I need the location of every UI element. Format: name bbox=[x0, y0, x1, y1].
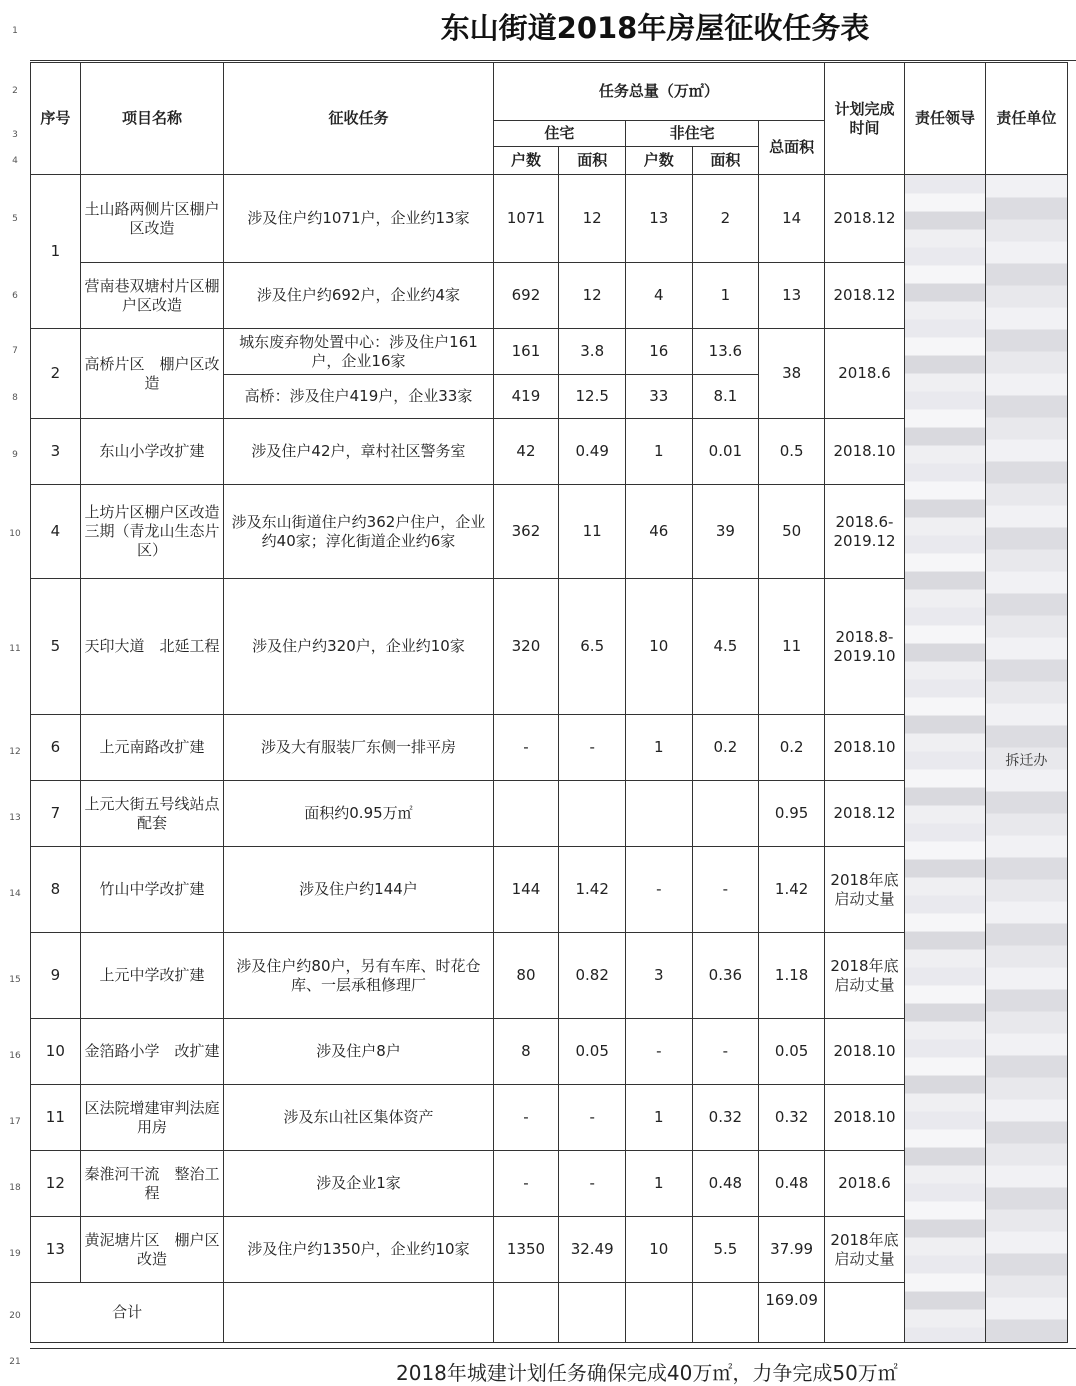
cell-non-hh bbox=[626, 781, 692, 847]
cell-non-hh: 3 bbox=[626, 933, 692, 1019]
cell-seq: 8 bbox=[31, 847, 81, 933]
cell-project: 上元南路改扩建 bbox=[80, 715, 224, 781]
cell-task: 高桥：涉及住户419户，企业33家 bbox=[224, 375, 493, 419]
row-number: 19 bbox=[9, 1249, 21, 1259]
cell-seq: 9 bbox=[31, 933, 81, 1019]
cell-seq: 3 bbox=[31, 419, 81, 485]
cell-time: 2018.12 bbox=[825, 263, 905, 329]
cell-empty bbox=[692, 1283, 759, 1343]
cell-res-area: 12.5 bbox=[559, 375, 626, 419]
cell-non-area: 13.6 bbox=[692, 329, 759, 375]
cell-non-hh: 33 bbox=[626, 375, 692, 419]
cell-non-area: 5.5 bbox=[692, 1217, 759, 1283]
cell-non-hh: 10 bbox=[626, 1217, 692, 1283]
cell-task: 涉及住户约692户，企业约4家 bbox=[224, 263, 493, 329]
cell-res-area: 6.5 bbox=[559, 579, 626, 715]
row-number: 20 bbox=[9, 1311, 21, 1321]
cell-time: 2018.12 bbox=[825, 175, 905, 263]
cell-time: 2018.10 bbox=[825, 715, 905, 781]
cell-total: 11 bbox=[759, 579, 825, 715]
header-residential: 住宅 bbox=[493, 121, 625, 147]
cell-res-hh: 144 bbox=[493, 847, 559, 933]
row-number: 2 bbox=[12, 86, 18, 96]
cell-res-hh: - bbox=[493, 715, 559, 781]
cell-non-hh: 1 bbox=[626, 1085, 692, 1151]
cell-task: 面积约0.95万㎡ bbox=[224, 781, 493, 847]
cell-non-hh: 13 bbox=[626, 175, 692, 263]
cell-res-hh: 320 bbox=[493, 579, 559, 715]
cell-total: 1.42 bbox=[759, 847, 825, 933]
row-number: 6 bbox=[12, 291, 18, 301]
header-plan-time: 计划完成时间 bbox=[825, 63, 905, 175]
cell-res-area: - bbox=[559, 715, 626, 781]
cell-res-hh bbox=[493, 781, 559, 847]
row-number: 21 bbox=[9, 1357, 21, 1367]
cell-task: 涉及住户约144户 bbox=[224, 847, 493, 933]
cell-non-hh: 16 bbox=[626, 329, 692, 375]
row-number: 10 bbox=[9, 529, 21, 539]
cell-non-hh: 46 bbox=[626, 485, 692, 579]
header-leader: 责任领导 bbox=[904, 63, 985, 175]
cell-total: 0.95 bbox=[759, 781, 825, 847]
cell-seq: 7 bbox=[31, 781, 81, 847]
cell-task: 城东废弃物处置中心：涉及住户161户，企业16家 bbox=[224, 329, 493, 375]
row-number: 8 bbox=[12, 393, 18, 403]
cell-task: 涉及住户42户，章村社区警务室 bbox=[224, 419, 493, 485]
cell-non-hh: - bbox=[626, 847, 692, 933]
cell-seq: 11 bbox=[31, 1085, 81, 1151]
cell-res-hh: 1071 bbox=[493, 175, 559, 263]
cell-non-area: - bbox=[692, 847, 759, 933]
row-number: 3 bbox=[12, 130, 18, 140]
cell-res-area: 0.82 bbox=[559, 933, 626, 1019]
cell-empty bbox=[493, 1283, 559, 1343]
cell-res-hh: 42 bbox=[493, 419, 559, 485]
cell-total: 0.48 bbox=[759, 1151, 825, 1217]
cell-non-area: 39 bbox=[692, 485, 759, 579]
cell-res-area: - bbox=[559, 1151, 626, 1217]
cell-res-hh: - bbox=[493, 1085, 559, 1151]
cell-time: 2018.10 bbox=[825, 419, 905, 485]
cell-empty bbox=[825, 1283, 905, 1343]
cell-seq: 13 bbox=[31, 1217, 81, 1283]
cell-non-area: 2 bbox=[692, 175, 759, 263]
cell-res-hh: 161 bbox=[493, 329, 559, 375]
cell-non-area: 0.01 bbox=[692, 419, 759, 485]
cell-non-area bbox=[692, 781, 759, 847]
cell-res-hh: 362 bbox=[493, 485, 559, 579]
cell-total: 0.05 bbox=[759, 1019, 825, 1085]
cell-res-area: 3.8 bbox=[559, 329, 626, 375]
cell-total: 1.18 bbox=[759, 933, 825, 1019]
cell-res-area: 11 bbox=[559, 485, 626, 579]
cell-res-area: 0.49 bbox=[559, 419, 626, 485]
cell-res-hh: 692 bbox=[493, 263, 559, 329]
cell-time: 2018.10 bbox=[825, 1019, 905, 1085]
cell-time: 2018.8-2019.10 bbox=[825, 579, 905, 715]
cell-time: 2018.6 bbox=[825, 1151, 905, 1217]
cell-res-area bbox=[559, 781, 626, 847]
cell-empty bbox=[559, 1283, 626, 1343]
cell-non-hh: 4 bbox=[626, 263, 692, 329]
cell-project: 上坊片区棚户区改造三期（青龙山生态片区） bbox=[80, 485, 224, 579]
cell-project: 上元大街五号线站点配套 bbox=[80, 781, 224, 847]
page-title: 东山街道2018年房屋征收任务表 bbox=[440, 11, 870, 45]
header-task: 征收任务 bbox=[224, 63, 493, 175]
header-area: 面积 bbox=[559, 147, 626, 175]
header-total-area: 总面积 bbox=[759, 121, 825, 175]
cell-non-area: 0.48 bbox=[692, 1151, 759, 1217]
cell-res-area: 12 bbox=[559, 263, 626, 329]
row-number: 1 bbox=[12, 26, 18, 36]
cell-task: 涉及东山社区集体资产 bbox=[224, 1085, 493, 1151]
cell-non-area: 0.2 bbox=[692, 715, 759, 781]
cell-res-area: 12 bbox=[559, 175, 626, 263]
cell-project: 高桥片区 棚户区改造 bbox=[80, 329, 224, 419]
cell-non-area: 0.32 bbox=[692, 1085, 759, 1151]
cell-time: 2018.6 bbox=[825, 329, 905, 419]
total-label: 合计 bbox=[31, 1283, 224, 1343]
cell-task: 涉及住户8户 bbox=[224, 1019, 493, 1085]
header-seq: 序号 bbox=[31, 63, 81, 175]
cell-empty bbox=[626, 1283, 692, 1343]
cell-empty bbox=[224, 1283, 493, 1343]
cell-non-hh: 1 bbox=[626, 1151, 692, 1217]
cell-total: 0.32 bbox=[759, 1085, 825, 1151]
header-unit: 责任单位 bbox=[986, 63, 1067, 175]
cell-seq: 10 bbox=[31, 1019, 81, 1085]
cell-time: 2018年底启动丈量 bbox=[825, 933, 905, 1019]
cell-leader-redacted bbox=[904, 175, 985, 1343]
cell-res-hh: - bbox=[493, 1151, 559, 1217]
header-households: 户数 bbox=[493, 147, 559, 175]
cell-task: 涉及住户约80户，另有车库、时花仓库、一层承租修理厂 bbox=[224, 933, 493, 1019]
cell-seq: 2 bbox=[31, 329, 81, 419]
cell-res-area: 32.49 bbox=[559, 1217, 626, 1283]
cell-total: 13 bbox=[759, 263, 825, 329]
cell-time: 2018年底启动丈量 bbox=[825, 1217, 905, 1283]
row-number: 4 bbox=[12, 156, 18, 166]
cell-seq: 6 bbox=[31, 715, 81, 781]
cell-res-area: 0.05 bbox=[559, 1019, 626, 1085]
cell-task: 涉及住户约320户，企业约10家 bbox=[224, 579, 493, 715]
footer-note-row bbox=[30, 1348, 1076, 1385]
cell-project: 竹山中学改扩建 bbox=[80, 847, 224, 933]
row-number: 15 bbox=[9, 975, 21, 985]
cell-non-area: 0.36 bbox=[692, 933, 759, 1019]
row-number: 5 bbox=[12, 214, 18, 224]
cell-task: 涉及住户约1071户，企业约13家 bbox=[224, 175, 493, 263]
cell-res-hh: 419 bbox=[493, 375, 559, 419]
cell-total: 14 bbox=[759, 175, 825, 263]
cell-total: 38 bbox=[759, 329, 825, 419]
cell-project: 营南巷双塘村片区棚户区改造 bbox=[80, 263, 224, 329]
cell-seq: 12 bbox=[31, 1151, 81, 1217]
cell-task: 涉及东山街道住户约362户住户，企业约40家；淳化街道企业约6家 bbox=[224, 485, 493, 579]
cell-non-area: - bbox=[692, 1019, 759, 1085]
header-area: 面积 bbox=[692, 147, 759, 175]
cell-non-area: 4.5 bbox=[692, 579, 759, 715]
cell-task: 涉及住户约1350户，企业约10家 bbox=[224, 1217, 493, 1283]
cell-seq: 4 bbox=[31, 485, 81, 579]
footer-note: 2018年城建计划任务确保完成40万㎡，力争完成50万㎡ bbox=[396, 1361, 898, 1385]
cell-seq: 1 bbox=[31, 175, 81, 329]
cell-res-hh: 80 bbox=[493, 933, 559, 1019]
cell-time: 2018.6-2019.12 bbox=[825, 485, 905, 579]
cell-non-hh: 1 bbox=[626, 715, 692, 781]
header-total-task: 任务总量（万㎡） bbox=[493, 63, 824, 121]
cell-non-area: 8.1 bbox=[692, 375, 759, 419]
header-project: 项目名称 bbox=[80, 63, 224, 175]
cell-non-hh: 10 bbox=[626, 579, 692, 715]
cell-project: 上元中学改扩建 bbox=[80, 933, 224, 1019]
cell-time: 2018年底启动丈量 bbox=[825, 847, 905, 933]
cell-project: 金箔路小学 改扩建 bbox=[80, 1019, 224, 1085]
cell-res-area: - bbox=[559, 1085, 626, 1151]
row-number: 12 bbox=[9, 747, 21, 757]
cell-non-hh: 1 bbox=[626, 419, 692, 485]
row-number: 7 bbox=[12, 346, 18, 356]
cell-unit-redacted bbox=[986, 175, 1067, 1343]
cell-empty bbox=[1072, 1283, 1076, 1343]
header-non-residential: 非住宅 bbox=[626, 121, 759, 147]
cell-project: 东山小学改扩建 bbox=[80, 419, 224, 485]
cell-project: 土山路两侧片区棚户区改造 bbox=[80, 175, 224, 263]
row-number: 16 bbox=[9, 1051, 21, 1061]
cell-task: 涉及企业1家 bbox=[224, 1151, 493, 1217]
cell-project: 秦淮河干流 整治工程 bbox=[80, 1151, 224, 1217]
task-table bbox=[30, 62, 1076, 1343]
unit-text: 拆迁办 bbox=[1005, 752, 1048, 769]
total-value: 169.09 bbox=[759, 1283, 825, 1343]
cell-task: 涉及大有服装厂东侧一排平房 bbox=[224, 715, 493, 781]
table-row bbox=[31, 175, 1076, 263]
row-number: 18 bbox=[9, 1183, 21, 1193]
cell-seq: 5 bbox=[31, 579, 81, 715]
cell-res-area: 1.42 bbox=[559, 847, 626, 933]
top-rule bbox=[30, 60, 1076, 61]
cell-project: 区法院增建审判法庭用房 bbox=[80, 1085, 224, 1151]
cell-total: 0.2 bbox=[759, 715, 825, 781]
header-households: 户数 bbox=[626, 147, 692, 175]
cell-res-hh: 1350 bbox=[493, 1217, 559, 1283]
cell-project: 天印大道 北延工程 bbox=[80, 579, 224, 715]
cell-time: 2018.10 bbox=[825, 1085, 905, 1151]
row-number: 17 bbox=[9, 1117, 21, 1127]
row-number: 14 bbox=[9, 889, 21, 899]
cell-total: 37.99 bbox=[759, 1217, 825, 1283]
cell-non-area: 1 bbox=[692, 263, 759, 329]
row-number: 13 bbox=[9, 813, 21, 823]
cell-project: 黄泥塘片区 棚户区改造 bbox=[80, 1217, 224, 1283]
cell-time: 2018.12 bbox=[825, 781, 905, 847]
cell-res-hh: 8 bbox=[493, 1019, 559, 1085]
cell-total: 50 bbox=[759, 485, 825, 579]
row-number: 9 bbox=[12, 450, 18, 460]
cell-non-hh: - bbox=[626, 1019, 692, 1085]
cell-total: 0.5 bbox=[759, 419, 825, 485]
row-number: 11 bbox=[9, 644, 21, 654]
